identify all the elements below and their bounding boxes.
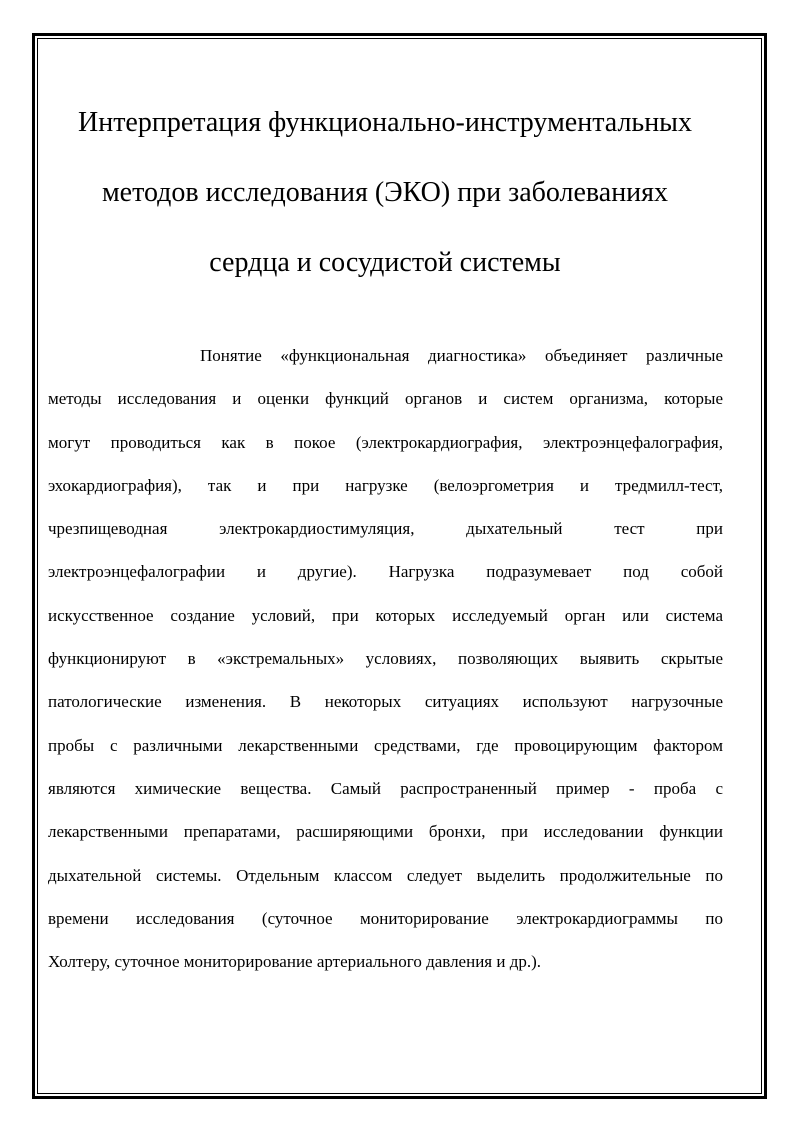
body-line: времени исследования (суточное мониторирование электрокардиограммы по xyxy=(48,908,723,928)
title-line-3: сердца и сосудистой системы xyxy=(209,247,561,278)
body-line: чрезпищеводная электрокардиостимуляция, дыхательный тест при xyxy=(48,519,723,539)
body-paragraph xyxy=(48,334,723,983)
body-line: эхокардиография), так и при нагрузке (велоэргометрия и тредмилл-тест, xyxy=(48,475,723,495)
body-line: патологические изменения. В некоторых ситуациях используют нагрузочные xyxy=(48,692,723,712)
body-line: дыхательной системы. Отдельным классом следует выделить продолжительные по xyxy=(48,865,723,885)
title-line-2: методов исследования (ЭКО) при заболеваниях xyxy=(101,177,669,208)
body-line: искусственное создание условий, при которых исследуемый орган или система xyxy=(48,605,723,625)
body-line: Понятие «функциональная диагностика» объединяет различные xyxy=(200,346,723,365)
body-line: пробы с различными лекарственными средствами, где провоцирующим фактором xyxy=(48,735,723,755)
body-line: Холтеру, суточное мониторирование артериального давления и др.). xyxy=(48,952,542,972)
body-line: методы исследования и оценки функций органов и систем организма, которые xyxy=(48,389,723,409)
body-line: электроэнцефалографии и другие). Нагрузка подразумевает под собой xyxy=(48,562,723,582)
document-title xyxy=(40,88,730,298)
body-line: лекарственными препаратами, расширяющими бронхи, при исследовании функции xyxy=(48,822,723,842)
body-line: функционируют в «экстремальных» условиях, позволяющих выявить скрытые xyxy=(48,649,723,669)
title-line-1: Интерпретация функционально-инструментальных xyxy=(77,107,692,138)
body-line: могут проводиться как в покое (электрокардиография, электроэнцефалография, xyxy=(48,432,723,452)
body-line: являются химические вещества. Самый распространенный пример - проба с xyxy=(48,778,723,798)
